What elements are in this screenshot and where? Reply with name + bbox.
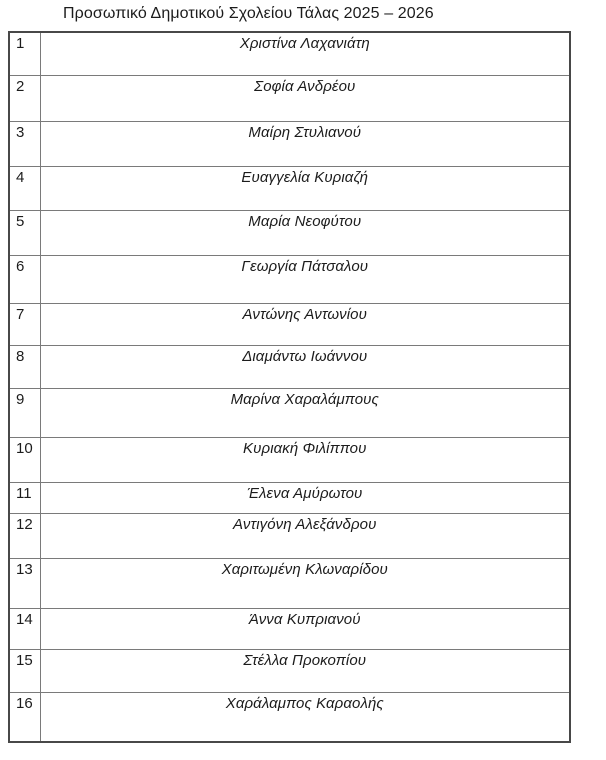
staff-table-body [9, 32, 570, 742]
table-row [9, 210, 570, 255]
row-number-cell: 9 [9, 388, 40, 437]
table-row [9, 166, 570, 210]
table-row [9, 558, 570, 608]
table-row [9, 482, 570, 513]
row-number-cell: 14 [9, 608, 40, 649]
row-number-cell: 1 [9, 32, 40, 75]
table-row [9, 303, 570, 345]
row-number-cell: 7 [9, 303, 40, 345]
table-row [9, 608, 570, 649]
table-row [9, 255, 570, 303]
table-row [9, 345, 570, 388]
row-number-cell: 5 [9, 210, 40, 255]
row-number-cell: 15 [9, 649, 40, 692]
staff-name-cell: Διαμάντω Ιωάννου [40, 345, 570, 388]
table-row [9, 649, 570, 692]
staff-name-cell: Σοφία Ανδρέου [40, 75, 570, 121]
row-number-cell: 16 [9, 692, 40, 742]
table-row [9, 692, 570, 742]
staff-name-cell: Μαρία Νεοφύτου [40, 210, 570, 255]
row-number-cell: 12 [9, 513, 40, 558]
staff-name-cell: Αντώνης Αντωνίου [40, 303, 570, 345]
staff-name-cell: Ευαγγελία Κυριαζή [40, 166, 570, 210]
table-row [9, 32, 570, 75]
staff-name-cell: Μαρίνα Χαραλάμπους [40, 388, 570, 437]
staff-name-cell: Κυριακή Φιλίππου [40, 437, 570, 482]
table-row [9, 75, 570, 121]
table-row [9, 437, 570, 482]
staff-name-cell: Χριστίνα Λαχανιάτη [40, 32, 570, 75]
table-row [9, 388, 570, 437]
staff-name-cell: Χαράλαμπος Καραολής [40, 692, 570, 742]
staff-name-cell: Γεωργία Πάτσαλου [40, 255, 570, 303]
row-number-cell: 6 [9, 255, 40, 303]
staff-name-cell: Στέλλα Προκοπίου [40, 649, 570, 692]
staff-name-cell: Μαίρη Στυλιανού [40, 121, 570, 166]
staff-table [8, 31, 571, 743]
row-number-cell: 2 [9, 75, 40, 121]
table-row [9, 121, 570, 166]
staff-name-cell: Χαριτωμένη Κλωναρίδου [40, 558, 570, 608]
row-number-cell: 3 [9, 121, 40, 166]
row-number-cell: 13 [9, 558, 40, 608]
table-row [9, 513, 570, 558]
staff-name-cell: Άννα Κυπριανού [40, 608, 570, 649]
page-title: Προσωπικό Δημοτικού Σχολείου Τάλας 2025 – 2026 [63, 5, 434, 22]
row-number-cell: 10 [9, 437, 40, 482]
row-number-cell: 4 [9, 166, 40, 210]
row-number-cell: 11 [9, 482, 40, 513]
row-number-cell: 8 [9, 345, 40, 388]
staff-name-cell: Αντιγόνη Αλεξάνδρου [40, 513, 570, 558]
staff-name-cell: Έλενα Αμύρωτου [40, 482, 570, 513]
